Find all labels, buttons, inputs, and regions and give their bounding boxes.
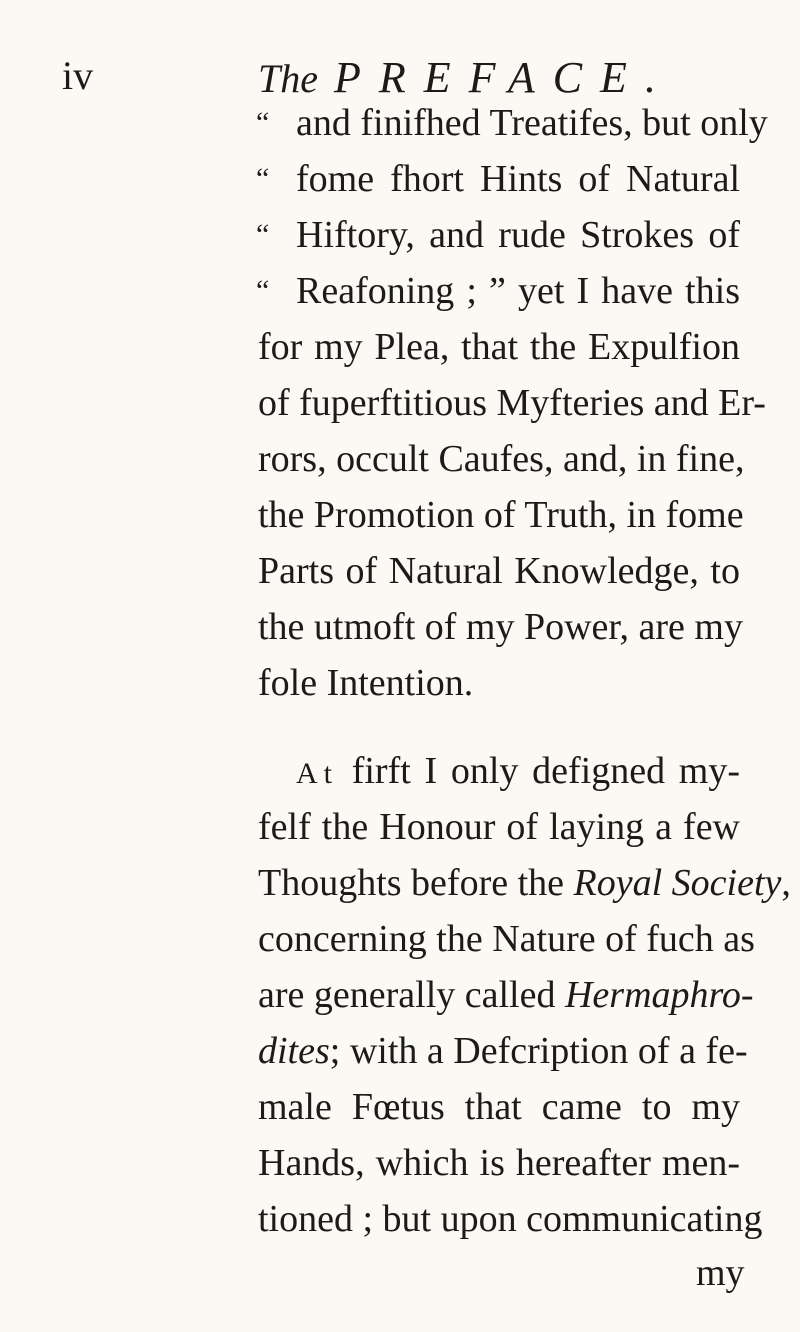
text-line	[0, 266, 800, 316]
text-line	[0, 98, 800, 148]
italic-dites: dites	[258, 1030, 330, 1072]
line-text: tioned ; but upon communicating	[258, 1198, 763, 1240]
quote-mark: “	[256, 162, 270, 195]
line-text: the utmoft of my Power, are my	[258, 606, 743, 648]
text-line	[0, 546, 800, 596]
line-text: Reafoning ; ” yet I have this	[296, 270, 740, 312]
line-text: Parts of Natural Knowledge, to	[258, 550, 740, 592]
line-text	[258, 858, 791, 908]
line-text: concerning the Nature of fuch as	[258, 918, 755, 960]
running-head-the: The	[258, 56, 318, 101]
line-text: fome fhort Hints of Natural	[296, 158, 740, 200]
line-text: for my Plea, that the Expulfion	[258, 326, 740, 368]
text-line	[0, 914, 800, 964]
line-text	[258, 1026, 748, 1076]
text-line	[0, 1026, 800, 1076]
quote-mark: “	[256, 218, 270, 251]
catchword: my	[696, 1252, 745, 1294]
text-line	[0, 602, 800, 652]
line-text: fole Intention.	[258, 662, 474, 704]
text-line	[0, 858, 800, 908]
text-line	[0, 802, 800, 852]
quote-mark: “	[256, 106, 270, 139]
line-text	[296, 746, 740, 799]
line-text: and finifhed Treatifes, but only	[296, 102, 768, 144]
italic-hermaphro: Hermaphro-	[564, 974, 754, 1016]
text-line	[0, 746, 800, 796]
running-head-title: PREFACE.	[334, 53, 674, 102]
quote-mark: “	[256, 274, 270, 307]
line-text-post: ,	[781, 862, 791, 904]
text-line	[0, 154, 800, 204]
line-text-pre: are generally called	[258, 974, 556, 1016]
line-text: Hands, which is hereafter men-	[258, 1142, 740, 1184]
text-line	[0, 970, 800, 1020]
line-text: rors, occult Caufes, and, in fine,	[258, 438, 745, 480]
line-text: male Fœtus that came to my	[258, 1086, 740, 1128]
line-text: the Promotion of Truth, in fome	[258, 494, 744, 536]
text-line	[0, 490, 800, 540]
line-text-rest: firft I only defigned my-	[351, 750, 741, 792]
text-line	[0, 658, 800, 708]
line-text: felf the Honour of laying a few	[258, 806, 740, 848]
line-text: of fuperftitious Myfteries and Er-	[258, 382, 766, 424]
text-line	[0, 378, 800, 428]
catchword-line	[0, 1248, 800, 1298]
line-text	[258, 970, 754, 1020]
text-line	[0, 210, 800, 260]
line-text: Hiftory, and rude Strokes of	[296, 214, 740, 256]
text-line	[0, 434, 800, 484]
italic-royal-society: Royal Society	[573, 862, 782, 904]
text-line	[0, 1138, 800, 1188]
line-text-pre: Thoughts before the	[258, 862, 565, 904]
text-line	[0, 1194, 800, 1244]
small-caps-opening: At	[296, 757, 338, 790]
page-number: iv	[62, 53, 94, 98]
line-text-post: ; with a Defcription of a fe-	[329, 1030, 748, 1072]
text-line	[0, 322, 800, 372]
text-line	[0, 1082, 800, 1132]
running-head	[258, 53, 674, 102]
